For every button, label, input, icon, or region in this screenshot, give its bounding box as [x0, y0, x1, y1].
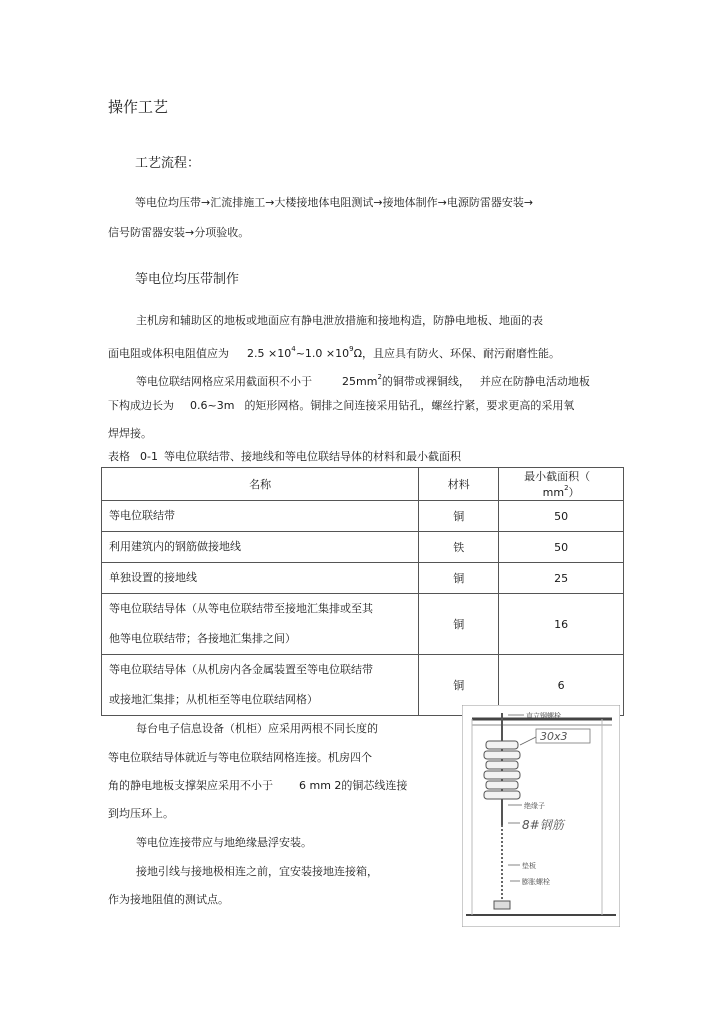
- bottom-p1-line-1: 每台电子信息设备（机柜）应采用两根不同长度的: [136, 722, 378, 735]
- page-heading: 操作工艺: [108, 98, 169, 116]
- row-material: 铜: [419, 655, 499, 716]
- row-name: 单独设置的接地线: [102, 563, 419, 594]
- table-row: [102, 594, 624, 655]
- table-row: [102, 532, 624, 563]
- row-name: 等电位联结导体（从机房内各金属装置至等电位联结带 或接地汇集排；从机柜至等电位联结网格）: [102, 655, 419, 716]
- header-material: 材料: [419, 468, 499, 501]
- bottom-p1-line-4: 到均压环上。: [108, 807, 174, 820]
- label-base-1: 垫板: [522, 862, 536, 870]
- label-insulator: 绝缘子: [524, 802, 545, 810]
- header-area: 最小截面积$(mm^2)$: [499, 468, 624, 501]
- table-row: [102, 563, 624, 594]
- row-area: 50: [499, 501, 624, 532]
- row-name: 利用建筑内的钢筋做接地线: [102, 532, 419, 563]
- row-area: 50: [499, 532, 624, 563]
- process-line-2: 信号防雷器安装→分项验收。: [108, 226, 250, 239]
- row-material: 铜: [419, 563, 499, 594]
- base-plate: [494, 901, 510, 909]
- para2-line-2: 下构成边长为 0.6~3m 的矩形网格。铜排之间连接采用钻孔，螺丝拧紧，要求更高的采用氧: [108, 399, 575, 412]
- label-dimension: 30x3: [540, 730, 568, 743]
- row-area: 6: [499, 655, 624, 716]
- material-table: [101, 467, 624, 716]
- bottom-p2: 等电位连接带应与地绝缘悬浮安装。: [136, 836, 312, 849]
- row-material: 铜: [419, 501, 499, 532]
- table-header-row: [102, 468, 624, 501]
- bottom-p1-line-3: 角的静电地板支撑架应采用不小于 6 mm 2的铜芯线连接: [108, 779, 408, 792]
- grounding-bar-diagram: [462, 705, 620, 927]
- label-top: 直立钢螺栓: [526, 712, 561, 720]
- header-name: 名称: [102, 468, 419, 501]
- process-line-1: 等电位均压带→汇流排施工→大楼接地体电阻测试→接地体制作→电源防雷器安装→: [135, 196, 534, 209]
- bottom-p3-line-2: 作为接地阻值的测试点。: [108, 893, 229, 906]
- process-title: 工艺流程：: [135, 156, 201, 171]
- table-caption: 表格 0-1 等电位联结带、接地线和等电位联结导体的材料和最小截面积: [108, 450, 461, 463]
- bottom-p3-line-1: 接地引线与接地极相连之前，宜安装接地连接箱，: [136, 865, 378, 878]
- label-base-2: 膨胀螺栓: [522, 878, 550, 886]
- row-name: 等电位联结带: [102, 501, 419, 532]
- section-title: 等电位均压带制作: [135, 272, 240, 287]
- para2-line-1: 等电位联结网格应采用截面积不小于 $25mm^2$的铜带或裸铜线， 并应在防静电活动地板: [136, 373, 590, 388]
- row-material: 铁: [419, 532, 499, 563]
- row-material: 铜: [419, 594, 499, 655]
- table-row: [102, 501, 624, 532]
- para1-line-1: 主机房和辅助区的地板或地面应有静电泄放措施和接地构造，防静电地板、地面的表: [136, 314, 543, 327]
- label-bolt: 8#钢筋: [522, 818, 564, 832]
- bottom-p1-line-2: 等电位联结导体就近与等电位联结网格连接。机房四个: [108, 751, 372, 764]
- row-name: 等电位联结导体（从等电位联结带至接地汇集排或至其 他等电位联结带；各接地汇集排之间）: [102, 594, 419, 655]
- row-area: 16: [499, 594, 624, 655]
- para1-line-2: 面电阻或体积电阻值应为 $2.5 \times 10^4\sim 1.0 \times 10^9\Omega$，且应具有防火、环保、耐污耐磨性能。: [108, 345, 560, 360]
- row-area: 25: [499, 563, 624, 594]
- para2-line-3: 焊焊接。: [108, 427, 152, 440]
